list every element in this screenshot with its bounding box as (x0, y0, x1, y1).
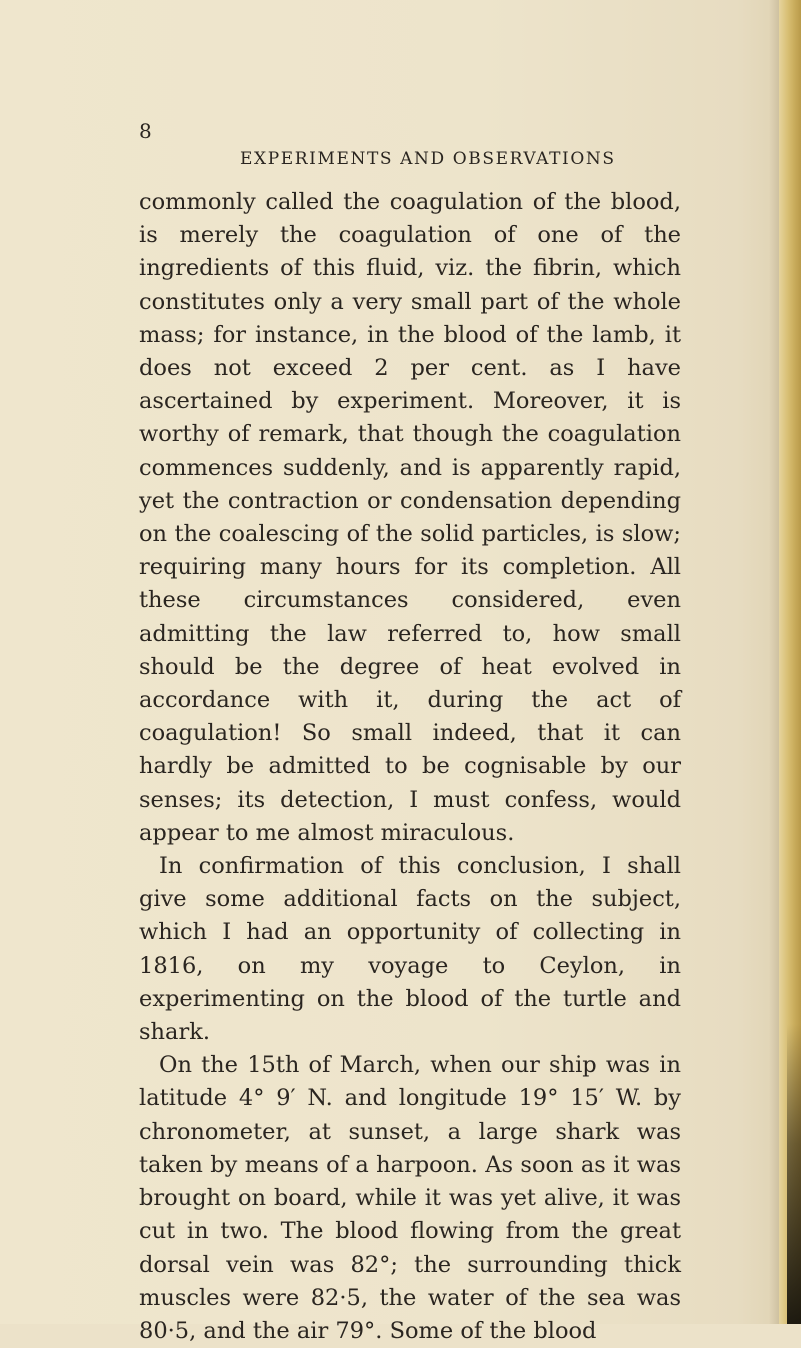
paragraph-3: On the 15th of March, when our ship was in latitude 4° 9′ N. and longitude 19° 15′ W. by chronometer, at sunset, a large shark was taken by means of a harpoon. As soon as it was brought on board, while it was yet alive, it was cut in two. The blood flowing from the great dorsal vein was 82°; the surrounding thick muscles were 82·5, the water of the sea was 80·5, and the air 79°. Some of the blood (139, 1052, 681, 1344)
body-text (139, 186, 681, 1348)
binding-shadow (769, 0, 779, 1324)
running-head: EXPERIMENTS AND OBSERVATIONS (240, 149, 616, 169)
page-number: 8 (139, 119, 152, 143)
paragraph-2: In confirmation of this conclusion, I shall give some additional facts on the subject, which I had an opportunity of collecting in 1816, on my voyage to Ceylon, in experimenting on the blood of the turtle and shark. (139, 853, 681, 1046)
paragraph-1: commonly called the coagulation of the blood, is merely the coagulation of one of the ingredients of this fluid, viz. the fibrin, which constitutes only a very small part of the whole mass; for instance, in the blood of the lamb, it does not exceed 2 per cent. as I have ascertained by experiment. Moreover, it is worthy of remark, that though the coagulation commences suddenly, and is apparently rapid, yet the contraction or condensation depending on the coalescing of the solid particles, is slow; requiring many hours for its completion. All these circumstances considered, even admitting the law referred to, how small should be the degree of heat evolved in accordance with it, during the act of coagulation! So small indeed, that it can hardly be admitted to be cognisable by our senses; its detection, I must confess, would appear to me almost miraculous. (139, 189, 681, 846)
page-edge-dark-corner (787, 1024, 801, 1324)
